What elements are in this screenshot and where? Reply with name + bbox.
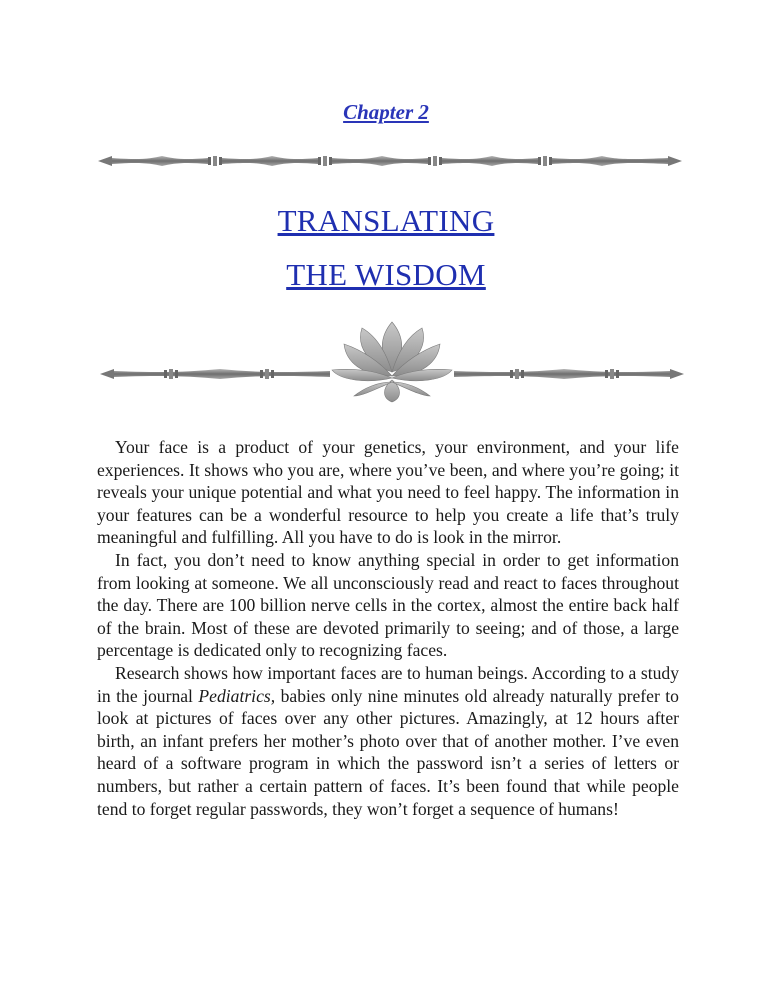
chapter-title-line-1: TRANSLATING bbox=[277, 203, 495, 238]
divider-ornament-icon bbox=[98, 150, 682, 172]
chapter-title-line-2: THE WISDOM bbox=[286, 257, 486, 292]
paragraph-3 bbox=[97, 662, 679, 820]
paragraph-2: In fact, you don’t need to know anything special in order to get information from looking at someone. We all unconsciously read and react to faces throughout the day. There are 100 billion nerve cells in the cortex, almost the entire back half of the brain. Most of these are devoted primarily to seeing; and of those, a large percentage is dedicated only to recognizing faces. bbox=[97, 549, 679, 661]
lotus-ornament-icon bbox=[100, 318, 684, 404]
paragraph-3-text-a: Research shows how important faces are to human beings. According to a study in the journal bbox=[97, 662, 679, 706]
paragraph-3-text-b: babies only nine minutes old already naturally prefer to look at pictures of faces over any other pictures. Amazingly, at 12 hours after birth, an infant prefers her mother’s photo over that of another mother. I’ve even heard of a software program in which the password isn’t a series of letters or numbers, but rather a certain pattern of faces. It’s been found that while people tend to forget regular passwords, they won’t forget a sequence of humans! bbox=[97, 685, 679, 819]
body-text bbox=[97, 436, 679, 820]
chapter-label: Chapter 2 bbox=[343, 100, 429, 124]
paragraph-1: Your face is a product of your genetics, your environment, and your life experiences. It shows who you are, where you’ve been, and where you’re going; it reveals your unique potential and what you need to feel happy. The information in your features can be a wonderful resource to help you create a life that’s truly meaningful and fulfilling. All you have to do is look in the mirror. bbox=[97, 437, 679, 548]
journal-title: Pediatrics, bbox=[198, 685, 276, 706]
